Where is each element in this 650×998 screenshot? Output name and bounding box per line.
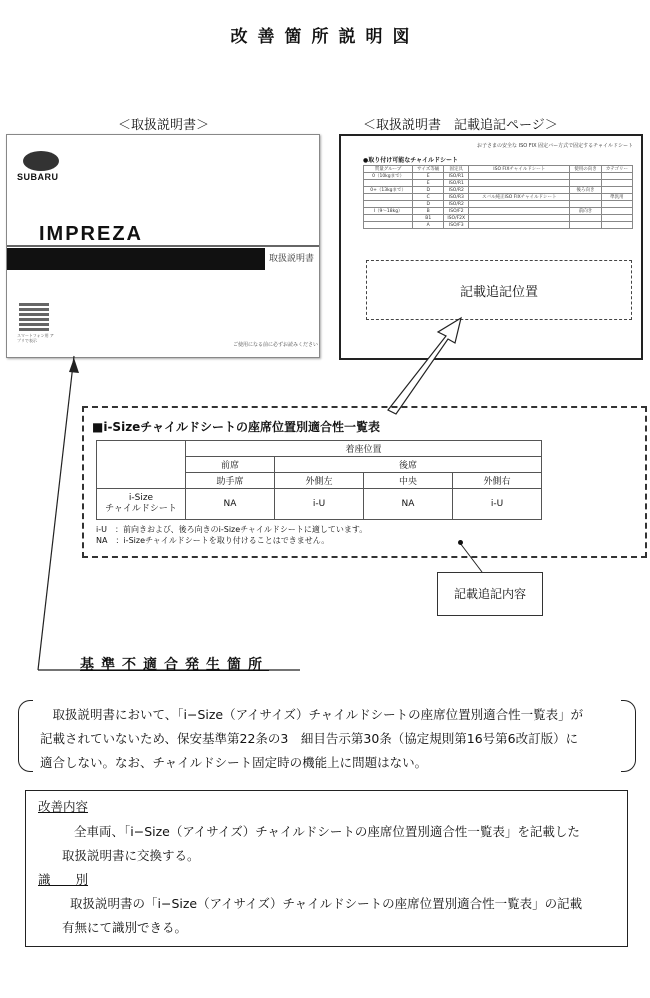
table-cell: 準汎用 (601, 194, 632, 201)
content-title: ■i-Sizeチャイルドシートの座席位置別適合性一覧表 (92, 420, 380, 434)
page-header: お子さまの安全な ISO FIX 固定バー方式で固定するチャイルドシート (477, 143, 633, 149)
add-position-label: 記載追記位置 (459, 285, 538, 300)
table-cell: i-U (453, 489, 542, 520)
improvement-box (25, 790, 628, 947)
page-section-title: ●取り付け可能なチャイルドシート (363, 157, 459, 164)
table-header: 質量グループ (364, 166, 413, 173)
table-cell: Ⅰ（9〜18kg） (364, 208, 413, 215)
table-cell: D (413, 187, 444, 194)
identification-heading: 識 別 (38, 872, 89, 887)
table-row (97, 489, 542, 520)
table-cell: B1 (413, 215, 444, 222)
nonconformity-heading: 基準不適合発生箇所 (80, 657, 269, 673)
rear-seat-header: 後席 (275, 457, 542, 473)
qr-caption: スマートフォン用 アプリで表示 (17, 333, 54, 343)
model-name: IMPREZA (39, 223, 143, 245)
text-line: 取扱説明書において、「i−Size（アイサイズ）チャイルドシートの座席位置別適合性一覧表」が (52, 707, 584, 722)
left-brace (18, 700, 33, 772)
table-cell: 前向き (570, 208, 601, 215)
nonconformity-text (40, 703, 616, 775)
improvement-heading: 改善内容 (38, 799, 89, 814)
table-cell: ISO/F2X (444, 215, 469, 222)
table-corner (97, 441, 186, 489)
table-row (97, 441, 542, 457)
table-cell: C (413, 194, 444, 201)
content-pointer-arrow (388, 318, 461, 414)
table-cell: 後ろ向き (570, 187, 601, 194)
table-notes (96, 524, 367, 546)
table-cell: スバル純正ISO FIXチャイルドシート (469, 194, 570, 201)
page-title: 改善箇所説明図 (230, 27, 420, 47)
table-cell: ISO/F2 (444, 208, 469, 215)
table-cell: D (413, 201, 444, 208)
note: NA ：i-Sizeチャイルドシートを取り付けることはできません。 (96, 536, 330, 545)
sub-header: 外側左 (275, 473, 364, 489)
content-label: 記載追記内容 (437, 572, 543, 616)
front-seat-header: 前席 (186, 457, 275, 473)
table-cell: NA (186, 489, 275, 520)
content-box (82, 406, 647, 558)
text-line: 記載されていないため、保安基準第22条の3 細目告示第30条（協定規則第16号第6改訂版）に (40, 731, 579, 746)
leader-dot-icon (458, 540, 463, 545)
table-cell: ISO/R2 (444, 201, 469, 208)
table-cell: ISO/R1 (444, 173, 469, 180)
row-label: i-Size チャイルドシート (97, 489, 186, 520)
table-header: 固定具 (444, 166, 469, 173)
identification-text: 取扱説明書の「i−Size（アイサイズ）チャイルドシートの座席位置別適合性一覧表」の記載 (70, 896, 583, 911)
sub-header: 中央 (364, 473, 453, 489)
table-header: サイズ等級 (413, 166, 444, 173)
brand-name: SUBARU (17, 172, 59, 182)
cover-label: 取扱説明書 (269, 254, 315, 264)
table-cell: A (413, 222, 444, 229)
right-brace (621, 700, 636, 772)
identification-text: 有無にて識別できる。 (62, 920, 188, 935)
table-cell: ISO/R1 (444, 180, 469, 187)
table-cell: i-U (275, 489, 364, 520)
text-line: 適合しない。なお、チャイルドシート固定時の機能上に問題はない。 (40, 755, 428, 770)
manual-caption: ＜取扱説明書＞ (118, 118, 210, 133)
table-cell: NA (364, 489, 453, 520)
cover-pointer-arrow (38, 356, 74, 670)
table-header: 使用の向き (570, 166, 601, 173)
improvement-text: 全車両、「i−Size（アイサイズ）チャイルドシートの座席位置別適合性一覧表」を記載した (74, 824, 580, 839)
sub-header: 助手席 (186, 473, 275, 489)
table-cell: ISO/R2 (444, 187, 469, 194)
table-cell: E (413, 173, 444, 180)
improvement-text: 取扱説明書に交換する。 (62, 848, 200, 863)
table-cell: 0（10kgまで） (364, 173, 413, 180)
note: i-U ：前向きおよび、後ろ向きのi-Sizeチャイルドシートに適しています。 (96, 525, 368, 534)
appended-caption: ＜取扱説明書 記載追記ページ＞ (363, 118, 558, 133)
table-header: ISO FIXチャイルドシート (469, 166, 570, 173)
table-cell: B (413, 208, 444, 215)
cover-arrowhead-icon (69, 358, 79, 373)
table-cell: 0+（13kgまで） (364, 187, 413, 194)
table-cell: ISO/R3 (444, 194, 469, 201)
table-cell: E (413, 180, 444, 187)
cover-footer: ご使用になる前に必ずお読みください (233, 342, 319, 348)
seat-position-header: 着座位置 (186, 441, 542, 457)
table-header: カテゴリー (601, 166, 632, 173)
i-size-table (96, 440, 542, 520)
table-cell: ISO/F3 (444, 222, 469, 229)
sub-header: 外側右 (453, 473, 542, 489)
